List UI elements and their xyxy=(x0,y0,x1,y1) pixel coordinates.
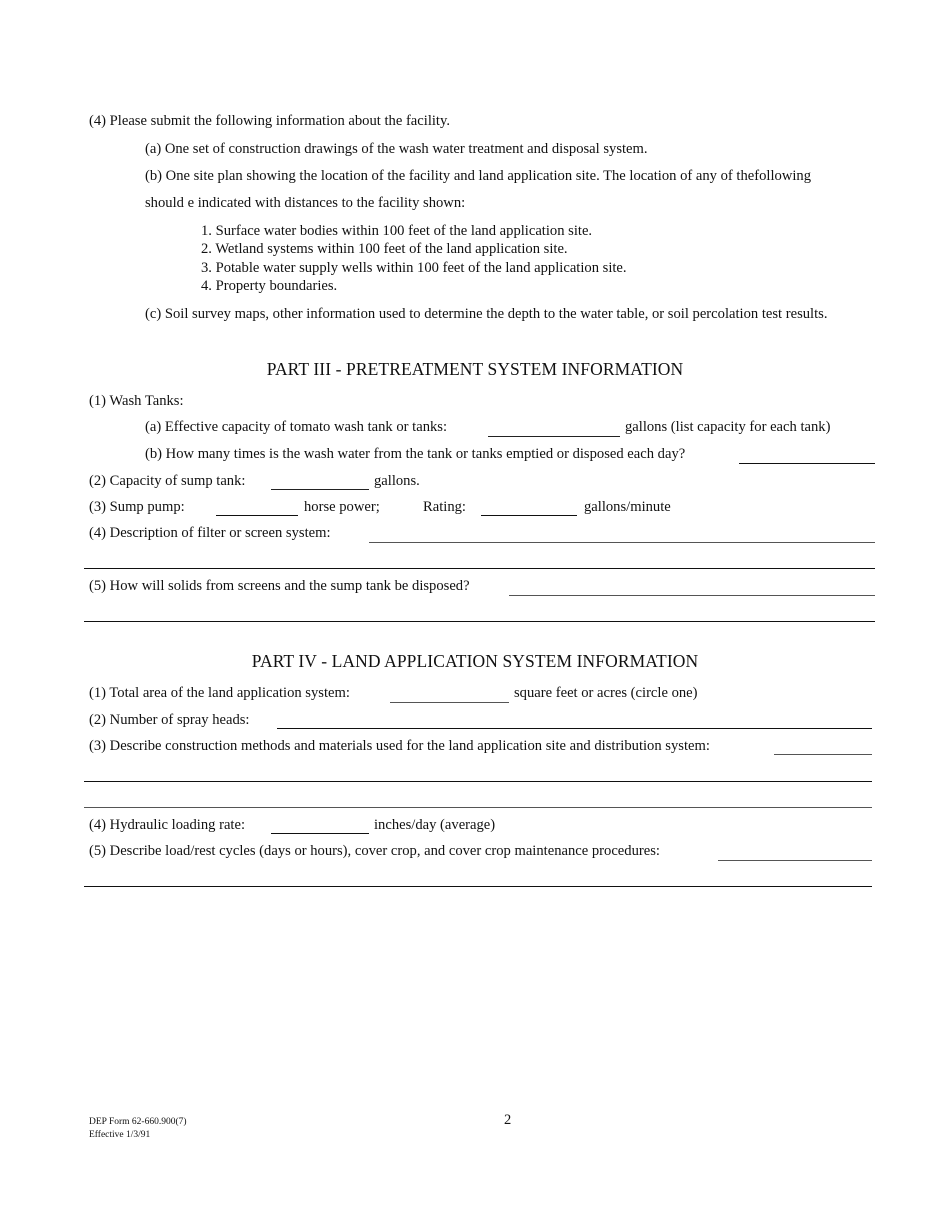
part-4-heading: PART IV - LAND APPLICATION SYSTEM INFORMATION xyxy=(251,651,699,671)
part3-q1a-unit: gallons (list capacity for each tank) xyxy=(625,419,831,435)
list-item: 2. Wetland systems within 100 feet of the land application site. xyxy=(201,241,568,257)
sump-tank-capacity-field[interactable] xyxy=(271,489,369,490)
part3-q3-unit2: gallons/minute xyxy=(584,499,671,515)
load-rest-cycles-field[interactable] xyxy=(718,860,872,861)
sump-pump-rating-field[interactable] xyxy=(481,515,577,516)
part3-q1a-label: (a) Effective capacity of tomato wash tank or tanks: xyxy=(145,419,448,435)
form-number: DEP Form 62-660.900(7) xyxy=(89,1117,187,1127)
part3-q2-label: (2) Capacity of sump tank: xyxy=(89,473,246,489)
tank-empty-times-field[interactable] xyxy=(739,463,875,464)
sump-pump-horsepower-field[interactable] xyxy=(216,515,298,516)
item-4a-construction-drawings: (a) One set of construction drawings of the wash water treatment and disposal system. xyxy=(145,141,648,157)
solids-disposal-field-line2[interactable] xyxy=(84,621,875,622)
list-item: 3. Potable water supply wells within 100 feet of the land application site. xyxy=(201,260,627,276)
part3-q3-unit1: horse power; xyxy=(304,499,380,515)
construction-methods-field[interactable] xyxy=(774,754,872,755)
construction-methods-field-line2[interactable] xyxy=(84,781,872,782)
part4-q1-unit: square feet or acres (circle one) xyxy=(514,685,698,701)
part4-q2-label: (2) Number of spray heads: xyxy=(89,712,250,728)
part4-q5-label: (5) Describe load/rest cycles (days or hours), cover crop, and cover crop maintenance procedures: xyxy=(89,843,660,859)
part3-q1-label: (1) Wash Tanks: xyxy=(89,393,184,409)
item-4c-soil-survey: (c) Soil survey maps, other information used to determine the depth to the water table, or soil percolation test results. xyxy=(145,306,828,322)
list-item: 4. Property boundaries. xyxy=(201,278,338,294)
part3-q5-label: (5) How will solids from screens and the sump tank be disposed? xyxy=(89,578,470,594)
list-item: 1. Surface water bodies within 100 feet of the land application site. xyxy=(201,223,593,239)
land-area-field[interactable] xyxy=(390,702,509,703)
spray-heads-field[interactable] xyxy=(277,728,872,729)
construction-methods-field-line3[interactable] xyxy=(84,807,872,808)
part3-q3-rating-label: Rating: xyxy=(423,499,466,515)
item-4b-site-plan-line1: (b) One site plan showing the location of the facility and land application site. The location of any of thefollowing xyxy=(145,168,812,184)
item-4b-site-plan-line2: should e indicated with distances to the facility shown: xyxy=(145,195,466,211)
solids-disposal-field[interactable] xyxy=(509,595,875,596)
part3-q1b-label: (b) How many times is the wash water from the tank or tanks emptied or disposed each day? xyxy=(145,446,686,462)
item-4-submit-info: (4) Please submit the following information about the facility. xyxy=(89,113,450,129)
filter-description-field[interactable] xyxy=(369,542,875,543)
part4-q4-unit: inches/day (average) xyxy=(374,817,496,833)
part4-q4-label: (4) Hydraulic loading rate: xyxy=(89,817,246,833)
part3-q2-unit: gallons. xyxy=(374,473,420,489)
part4-q3-label: (3) Describe construction methods and materials used for the land application site and distribution system: xyxy=(89,738,710,754)
load-rest-cycles-field-line2[interactable] xyxy=(84,886,872,887)
hydraulic-loading-field[interactable] xyxy=(271,833,369,834)
part4-q1-label: (1) Total area of the land application system: xyxy=(89,685,350,701)
part-3-heading: PART III - PRETREATMENT SYSTEM INFORMATION xyxy=(266,359,684,379)
page-number: 2 xyxy=(504,1112,512,1128)
effective-date: Effective 1/3/91 xyxy=(89,1130,151,1140)
wash-tank-capacity-field[interactable] xyxy=(488,436,620,437)
part3-q3-label: (3) Sump pump: xyxy=(89,499,185,515)
filter-description-field-line2[interactable] xyxy=(84,568,875,569)
part3-q4-label: (4) Description of filter or screen system: xyxy=(89,525,331,541)
